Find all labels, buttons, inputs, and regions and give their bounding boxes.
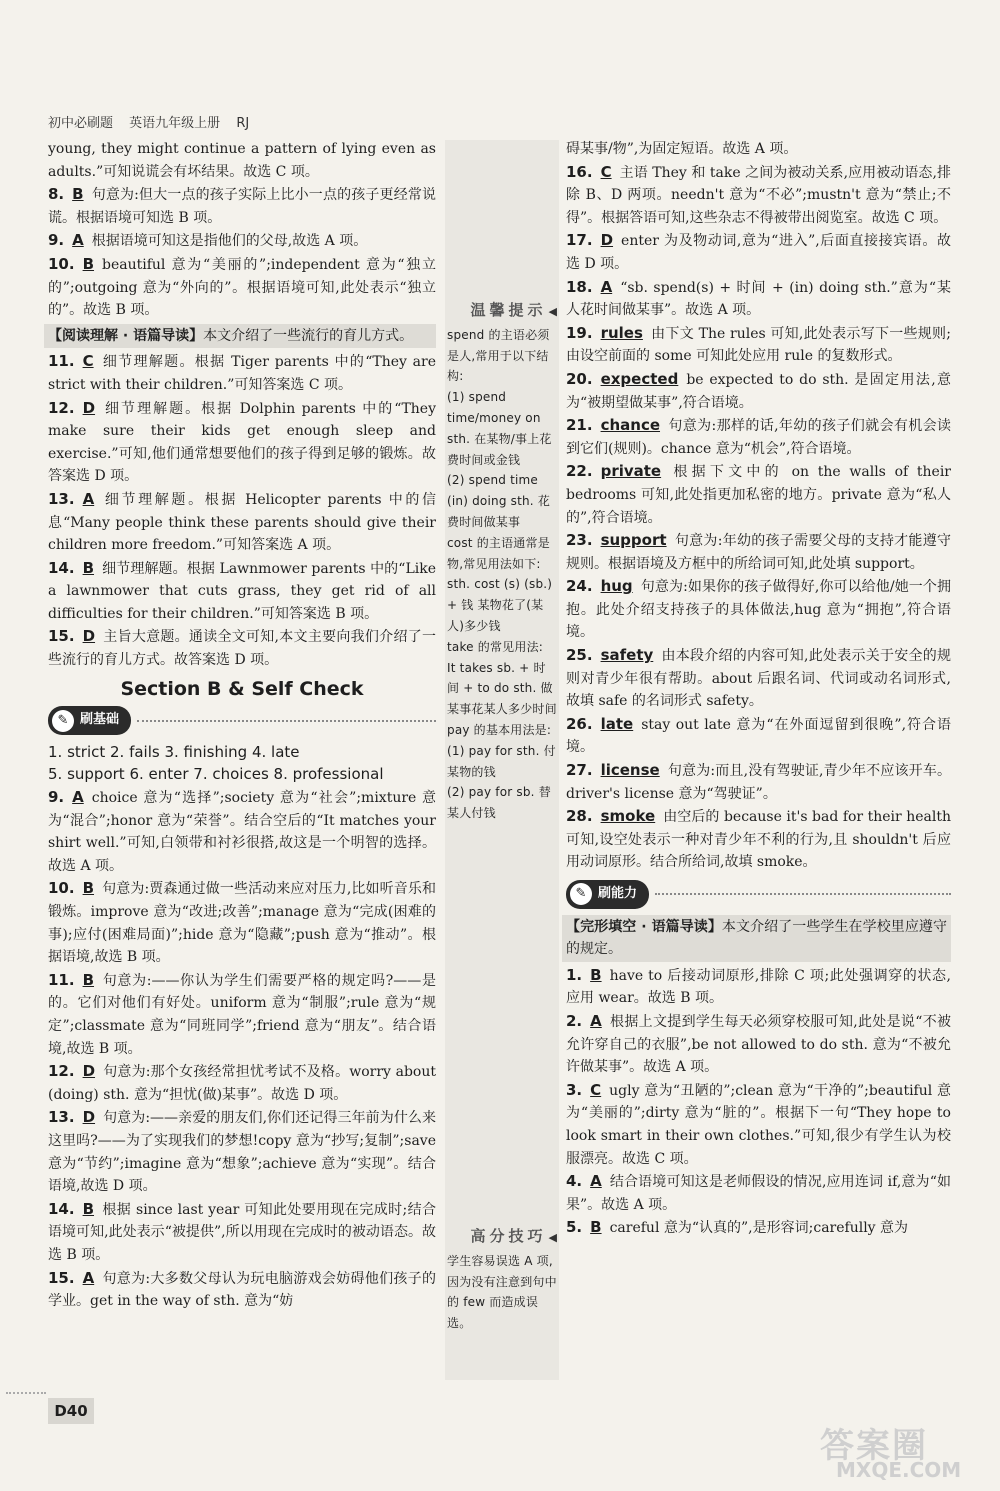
explanation-text: “sb. spend(s) + 时间 + (in) doing sth.”意为“某人花时间做某事”。故选 A 项。 [566,279,951,319]
fill-answers-2: 5. support 6. enter 7. choices 8. professional [48,765,384,784]
answer-key: safety [600,646,654,665]
explanation-text: 细节理解题。根据 Tiger parents 中的“They are strict with their children.”可知答案选 C 项。 [48,354,436,393]
badge-row-basic [48,706,436,735]
tip-line: (1) pay for sth. 付某物的钱 [447,743,556,779]
answer-item [48,253,436,322]
tip-line: It takes sb. + 时间 + to do sth. 做某事花某人多少时间 [447,660,557,717]
footer-dots [6,1392,46,1394]
question-number: 11. [48,970,75,989]
answer-item [566,575,951,644]
answer-key: B [82,1199,95,1218]
explanation-text: 根据上文提到学生每天必须穿校服可知,此处是说“不被允许穿自己的衣服”,be not allowed to do sth. 意为“不被允许做某事”。故选 A 项。 [566,1013,951,1076]
explanation-text: ugly 意为“丑陋的”;clean 意为“干净的”;beautiful 意为“美丽的”;dirty 意为“脏的”。根据下一句“They hope to look smart in their own clothes.”可知,很少有学生认为校服漂亮。故选 C 项。 [566,1082,951,1167]
answer-key: private [600,462,662,481]
page-number: D40 [48,1398,94,1424]
tip-heading: 温馨提示 ◀ [447,300,557,323]
question-number: 2. [566,1011,583,1030]
question-number: 20. [566,369,593,388]
guide-tag: 【完形填空 · 语篇导读】 [566,918,722,935]
answer-key: B [82,879,95,898]
explanation-text: 根据语境可知这是指他们的父母,故选 A 项。 [91,233,368,250]
answer-key: B [72,185,84,204]
answer-key: late [600,714,634,733]
answer-key: license [600,761,660,780]
answer-item [48,1060,436,1106]
running-header [48,112,249,131]
tip-line: (2) pay for sb. 替某人付钱 [447,785,551,821]
tip-line: (1) spend time/money on sth. 在某物/事上花费时间或金钱 [447,390,552,467]
question-number: 17. [566,231,593,250]
explanation-text: enter 为及物动词,意为“进入”,后面直接接宾语。故选 D 项。 [566,233,951,272]
guide-text: 本文介绍了一些学生在学校里应遵守的规定。 [566,918,947,958]
answer-item [48,625,436,671]
answer-key: hug [600,577,633,596]
explanation-text: 句意为:大多数父母认为玩电脑游戏会妨碍他们孩子的学业。get in the way of sth. 意为“妨 [48,1270,436,1310]
answer-item [566,229,951,275]
answer-key: D [82,1108,96,1127]
answer-item [566,1170,951,1216]
question-number: 28. [566,807,593,826]
answer-item [48,1106,436,1197]
question-number: 11. [48,352,75,371]
answer-item [566,368,951,414]
explanation-text: 句意为:而且,没有驾驶证,青少年不应该开车。driver's license 意为“驾驶证”。 [566,763,951,802]
answer-key: expected [600,369,679,388]
answer-item [48,183,436,229]
answer-key: D [82,627,96,646]
badge-basic [48,706,131,735]
answer-key: A [82,1268,95,1287]
answer-key: D [82,1062,96,1081]
answer-item [48,786,436,877]
answer-item [566,138,951,161]
answer-item [566,713,951,759]
subject-title: 英语九年级上册 [129,116,221,131]
answer-key: C [590,1080,602,1099]
answer-key: smoke [600,807,656,826]
answer-key: B [82,254,95,273]
right-column [566,138,951,1240]
question-number: 26. [566,714,593,733]
tip-lines [447,1251,557,1334]
explanation-text: 句意为:——你认为学生们需要严格的规定吗?——是的。它们对他们有好处。uniform 意为“制服”;rule 意为“规定”;classmate 意为“同班同学”;friend 意为“朋友”。结合语境,故选 B 项。 [48,972,436,1057]
guide-text: 本文介绍了一些流行的育儿方式。 [203,327,414,344]
answer-item [48,877,436,968]
question-number: 19. [566,323,593,342]
question-number: 14. [48,1199,75,1218]
tip-line: (2) spend time (in) doing sth. 花费时间做某事 [447,473,551,529]
cloze-guide [562,915,951,962]
answer-item [48,1267,436,1313]
explanation-text: 句意为:——亲爱的朋友们,你们还记得三年前为什么来这里吗?——为了实现我们的梦想!copy 意为“抄写;复制”;save 意为“节约”;imagine 意为“想象”;achieve 意为“实现”。结合语境,故选 D 项。 [48,1110,436,1195]
answer-key: rules [600,323,643,342]
question-number: 27. [566,761,593,780]
badge-ability [566,880,649,909]
answer-item [566,276,951,322]
answer-key: chance [600,416,661,435]
question-number: 25. [566,646,593,665]
tip-line: cost 的主语通常是物,常见用法如下: [447,535,550,571]
question-number: 3. [566,1080,583,1099]
edition-label: RJ [236,116,250,131]
explanation-text: 主旨大意题。通读全文可知,本文主要向我们介绍了一些流行的育儿方式。故答案选 D 项。 [48,629,436,669]
explanation-text: 由空后的 because it's bad for their health 可知,设空处表示一种对青少年不利的行为,且 shouldn't 后应用动词原形。结合所给词,故填 smoke。 [566,809,951,871]
tip-line: pay 的基本用法是: [447,722,552,737]
explanation-text: be expected to do sth. 是固定用法,意为“被期望做某事”,符合语境。 [566,371,951,411]
tip-line: sth. cost (s) (sb.) + 钱 某物花了(某人)多少钱 [447,577,553,633]
explanation-text: 句意为:贾森通过做一些活动来应对压力,比如听音乐和锻炼。improve 意为“改进;改善”;manage 意为“完成(困难的事);应付(困难局面)”;hide 意为“隐藏”;push 意为“推动”。根据语境,故选 B 项。 [48,881,436,966]
question-number: 5. [566,1218,583,1237]
answer-item [566,322,951,368]
tip-line: 学生容易误选 A 项,因为没有注意到句中的 few 而造成误选。 [447,1253,557,1331]
answer-key: B [590,965,602,984]
answer-key: A [72,788,84,807]
answer-key: A [82,489,95,508]
question-number: 22. [566,462,593,481]
explanation-text: 句意为:但大一点的孩子实际上比小一点的孩子更经常说谎。根据语境可知选 B 项。 [48,187,436,226]
left-column [48,138,436,1313]
answer-key: B [82,558,95,577]
badge-label: 刷能力 [598,886,638,901]
explanation-text: careful 意为“认真的”,是形容词;carefully 意为 [609,1220,909,1237]
tip-line: take 的常见用法: [447,639,544,654]
explanation-text: 细节理解题。根据 Lawnmower parents 中的“Like a lawnmower that cuts grass, they get rid of all difficulties for their children.”可知答案选 B 项。 [48,560,436,622]
pencil-icon: ✎ [52,710,74,732]
answer-key: C [600,162,612,181]
question-number: 15. [48,1268,75,1287]
answer-key: B [590,1218,602,1237]
answer-item [48,229,436,253]
answer-key: support [600,531,667,550]
answer-item [566,1079,951,1170]
dotted-divider [655,893,951,895]
question-number: 21. [566,416,593,435]
explanation-text: 主语 They 和 take 之间为被动关系,应用被动语态,排除 B、D 两项。needn't 意为“不必”;mustn't 意为“禁止;不得”。根据答语可知,这些杂志不得被带出阅览室。故选 C 项。 [566,164,951,226]
question-number: 16. [566,162,593,181]
question-number: 15. [48,627,75,646]
explanation-text: have to 后接动词原形,排除 C 项;此处强调穿的状态,应用 wear。故选 B 项。 [566,967,951,1007]
badge-label: 刷基础 [80,712,120,728]
dotted-divider [137,720,436,722]
question-number: 13. [48,1108,75,1127]
answer-item [566,964,951,1010]
explanation-text: stay out late 意为“在外面逗留到很晚”,符合语境。 [566,716,951,756]
tip-box-spend [447,300,557,824]
question-number: 13. [48,489,75,508]
question-number: 14. [48,558,75,577]
question-number: 1. [566,965,583,984]
answer-item [566,161,951,230]
explanation-text: 细节理解题。根据 Helicopter parents 中的信息“Many people think these parents should give their children more freedom.”可知答案选 A 项。 [48,491,436,554]
fill-answers-1: 1. strict 2. fails 3. finishing 4. late [48,742,300,761]
answer-item [48,969,436,1060]
answer-key: A [600,277,613,296]
explanation-text: 句意为:如果你的孩子做得好,你可以给他/她一个拥抱。此处介绍支持孩子的具体做法,hug 意为“拥抱”,符合语境。 [566,579,951,641]
answer-item [48,138,436,183]
question-number: 8. [48,185,65,204]
explanation-text: 由下文 The rules 可知,此处表示写下一些规则;由设空前面的 some 可知此处应用 rule 的复数形式。 [566,325,951,365]
pencil-icon: ✎ [570,883,592,905]
question-number: 24. [566,577,593,596]
question-number: 10. [48,879,75,898]
explanation-text: young, they might continue a pattern of lying even as adults.”可知说谎会有坏结果。故选 C 项。 [48,141,436,180]
answer-item [566,1216,951,1240]
question-number: 23. [566,531,593,550]
answer-item [48,350,436,396]
answer-item [48,488,436,557]
tip-heading: 高分技巧 ◀ [447,1226,557,1249]
reading-guide [44,324,436,349]
answer-key: A [590,1172,602,1191]
tip-line: spend 的主语必须是人,常用于以下结构: [447,327,550,384]
answer-key: D [600,231,614,250]
tip-box-score [447,1226,557,1334]
tip-lines [447,325,557,824]
answer-item [566,759,951,805]
question-number: 12. [48,398,75,417]
answer-key: C [82,352,94,371]
explanation-text: choice 意为“选择”;society 意为“社会”;mixture 意为“混合”;honor 意为“荣誉”。结合空后的“It matches your shirt well.”可知,白领带和衬衫很搭,故这是一个明智的选择。故选 A 项。 [48,790,436,874]
question-number: 18. [566,277,593,296]
answer-item [48,557,436,626]
answer-item [566,805,951,874]
book-title: 初中必刷题 [48,116,114,131]
explanation-text: 碍某事/物”,为固定短语。故选 A 项。 [566,141,798,157]
explanation-text: 细节理解题。根据 Dolphin parents 中的“They make sure their kids get enough sleep and exercise.”可知,他们通常想要他们的孩子得到足够的锻炼。故答案选 D 项。 [48,400,436,485]
answer-item [566,414,951,460]
guide-tag: 【阅读理解 · 语篇导读】 [48,327,204,344]
explanation-text: beautiful 意为“美丽的”;independent 意为“独立的”;outgoing 意为“外向的”。根据语境可知,此处表示“独立的”。故选 B 项。 [48,256,436,319]
question-number: 10. [48,254,75,273]
answer-item [48,397,436,488]
question-number: 4. [566,1172,583,1191]
answer-item [48,1198,436,1267]
explanation-text: 句意为:那个女孩经常担忧考试不及格。worry about (doing) sth. 意为“担忧(做)某事”。故选 D 项。 [48,1064,436,1103]
answer-key: A [590,1011,602,1030]
question-number: 12. [48,1062,75,1081]
answer-key: A [72,231,84,250]
explanation-text: 由本段介绍的内容可知,此处表示关于安全的规则对青少年很有帮助。about 后跟名词、代词或动名词形式,故填 safe 的名词形式 safety。 [566,648,951,710]
section-title: Section B & Self Check [120,677,364,700]
watermark-logo: 答案圈 [820,1426,928,1466]
watermark-url: MXQE.COM [836,1458,962,1482]
badge-row-ability [566,880,951,909]
question-number: 9. [48,231,65,250]
explanation-text: 句意为:那样的话,年幼的孩子们就会有机会读到它们(规则)。chance 意为“机会”,符合语境。 [566,418,951,457]
answer-item [566,529,951,575]
explanation-text: 根据 since last year 可知此处要用现在完成时;结合语境可知,此处表示“被提供”,所以用现在完成时的被动语态。故选 B 项。 [48,1201,436,1263]
explanation-text: 句意为:年幼的孩子需要父母的支持才能遵守规则。根据语境及方框中的所给词可知,此处填 support。 [566,533,951,572]
answer-item [566,460,951,529]
answer-key: B [82,970,95,989]
explanation-text: 结合语境可知这是老师假设的情况,应用连词 if,意为“如果”。故选 A 项。 [566,1174,951,1213]
explanation-text: 根据下文中的 on the walls of their bedrooms 可知,此处指更加私密的地方。private 意为“私人的”,符合语境。 [566,464,951,526]
answer-item [566,1010,951,1079]
answer-key: D [82,398,96,417]
answer-item [566,644,951,713]
question-number: 9. [48,788,65,807]
